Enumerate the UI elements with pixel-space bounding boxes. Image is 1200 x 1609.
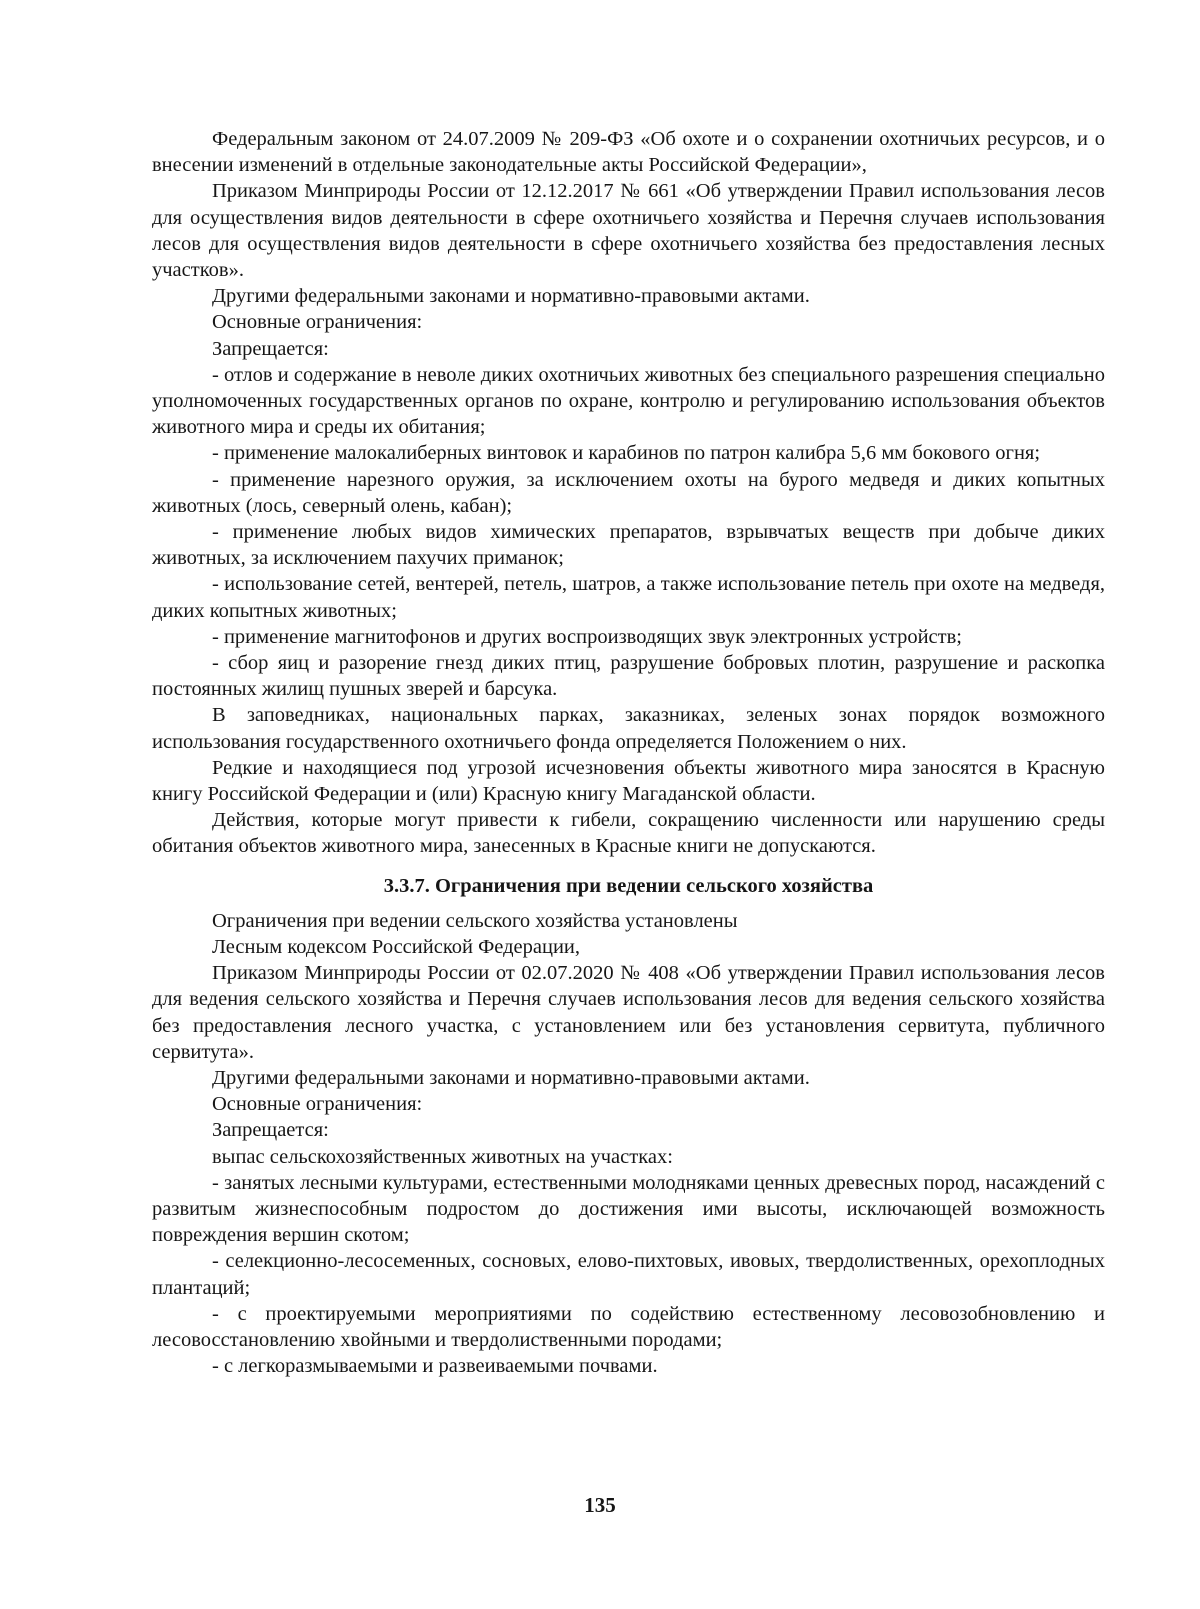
paragraph: Запрещается: <box>212 337 329 360</box>
list-item: - применение нарезного оружия, за исключением охоты на бурого медведя и диких копытных животных (лось, северный олень, кабан); <box>152 468 1105 517</box>
text-block-hunting <box>152 126 1105 860</box>
list-item: - селекционно-лесосеменных, сосновых, елово-пихтовых, ивовых, твердолиственных, орехоплодных плантаций; <box>152 1250 1105 1299</box>
paragraph: Другими федеральными законами и нормативно-правовыми актами. <box>212 1066 810 1089</box>
list-item: - сбор яиц и разорение гнезд диких птиц, разрушение бобровых плотин, разрушение и раскопка постоянных жилищ пушных зверей и барсука. <box>152 652 1105 701</box>
list-item: - использование сетей, вентерей, петель, шатров, а также использование петель при охоте на медведя, диких копытных животных; <box>152 573 1105 622</box>
list-item: - занятых лесными культурами, естественными молодняками ценных древесных пород, насаждений с развитым жизнеспособным подростом до достижения ими высоты, исключающей возможность повреждения вершин скотом; <box>152 1171 1105 1247</box>
paragraph: Редкие и находящиеся под угрозой исчезновения объекты животного мира заносятся в Красную книгу Российской Федерации и (или) Красную книгу Магаданской области. <box>152 756 1105 806</box>
paragraph: Лесным кодексом Российской Федерации, <box>212 935 581 958</box>
paragraph: выпас сельскохозяйственных животных на участках: <box>212 1145 673 1168</box>
paragraph: Ограничения при ведении сельского хозяйства установлены <box>212 909 738 932</box>
text-block-agriculture <box>152 908 1105 1380</box>
paragraph: В заповедниках, национальных парках, заказниках, зеленых зонах порядок возможного использования государственного охотничьего фонда определяется Положением о них. <box>152 704 1105 753</box>
paragraph: Основные ограничения: <box>212 1093 423 1116</box>
paragraph: Другими федеральными законами и нормативно-правовыми актами. <box>212 285 810 308</box>
paragraph: Запрещается: <box>212 1119 329 1142</box>
paragraph: Приказом Минприроды России от 02.07.2020 № 408 «Об утверждении Правил использования лесов для ведения сельского хозяйства и Перечня случаев использования лесов для ведения сельского хозяйства без предоставления лесного участка, с установлением или без установления сервитута, публичного сервитута». <box>152 962 1105 1063</box>
list-item: - отлов и содержание в неволе диких охотничьих животных без специального разрешения специально уполномоченных государственных органов по охране, контролю и регулированию использования объектов животного мира и среды их обитания; <box>152 363 1105 439</box>
list-item: - применение малокалиберных винтовок и карабинов по патрон калибра 5,6 мм бокового огня; <box>212 442 1041 465</box>
paragraph: Основные ограничения: <box>212 311 423 334</box>
paragraph: Федеральным законом от 24.07.2009 № 209-ФЗ «Об охоте и о сохранении охотничьих ресурсов, и о внесении изменений в отдельные законодательные акты Российской Федерации», <box>152 128 1105 177</box>
list-item: - с легкоразмываемыми и развеиваемыми почвами. <box>212 1355 658 1378</box>
list-item: - применение любых видов химических препаратов, взрывчатых веществ при добыче диких животных, за исключением пахучих приманок; <box>152 521 1105 570</box>
list-item: - применение магнитофонов и других воспроизводящих звук электронных устройств; <box>212 625 962 648</box>
paragraph: Действия, которые могут привести к гибели, сокращению численности или нарушению среды обитания объектов животного мира, занесенных в Красные книги не допускаются. <box>152 809 1105 858</box>
section-heading: 3.3.7. Ограничения при ведении сельского хозяйства <box>383 874 874 897</box>
paragraph: Приказом Минприроды России от 12.12.2017 № 661 «Об утверждении Правил использования лесов для осуществления видов деятельности в сфере охотничьего хозяйства и Перечня случаев использования лесов для осуществления видов деятельности в сфере охотничьего хозяйства без предоставления лесных участков». <box>152 180 1105 282</box>
list-item: - с проектируемыми мероприятиями по содействию естественному лесовозобновлению и лесовосстановлению хвойными и твердолиственными породами; <box>152 1302 1105 1351</box>
page-number: 135 <box>584 1493 616 1517</box>
